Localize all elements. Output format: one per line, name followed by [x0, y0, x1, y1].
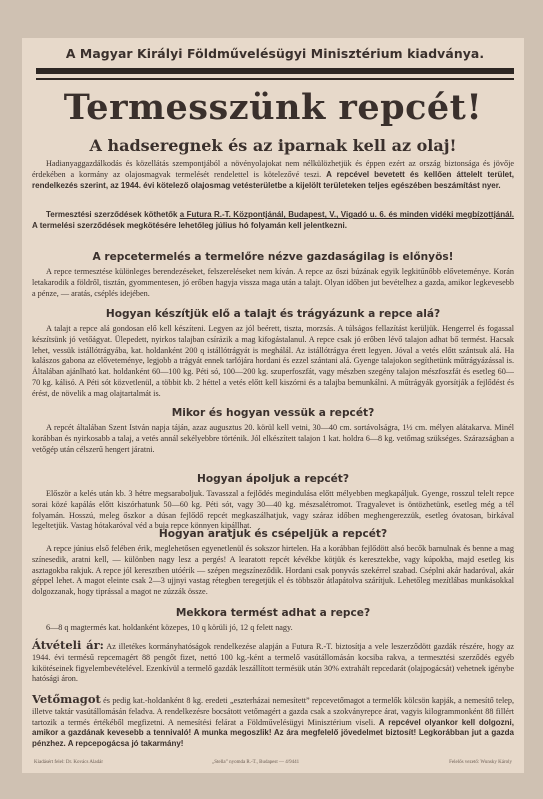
section-heading-advantage: A repcetermelés a termelőre nézve gazdaságilag is előnyös!	[92, 251, 454, 263]
poster	[22, 38, 524, 773]
section-text-care: Először a kelés után kb. 3 hétre megsaraboljuk. Tavasszal a fejlődés megindulása előtt mélyebben megkapáljuk. Gyenge, rosszul telelt repce sorai közé kapálás előtt kiszórhatunk 50—60 kg. Péti sót, vagy 30—40 kg. mészsalétromot. Tragyalevet is öntözhetünk, esetleg még a tél folyamán. Hosszú, meleg őszkor a dúsan fejlődő repcét megkaszálhatjuk, vagy száraz időben meghengerezzük, esetleg óvatosan, birkával legeltetjük. Vastag hótakaróval véd a buja repce könnyen kipállhat.	[32, 489, 514, 531]
intro-bold-text: A repcével bevetett és kellően áttelelt terület, rendelkezés szerint, az 1944. évi kötelező olajosmag vetésterületbe a kijelölt területeken teljes egészében beszámítást nyer.	[32, 169, 515, 190]
section-heading-harvest: Hogyan aratjuk és csépeljük a repcét?	[158, 528, 388, 540]
intro-text: Hadianyaggazdálkodás és közellátás szempontjából a növényolajokat nem nélkülözhetjük és éppen ezért az ország biztonsága és jövője érdekében a kormány az olajosmagvak termelését rendelettel is kötelezővé teszi.	[32, 159, 514, 179]
poster-title: Termesszünk repcét!	[63, 87, 483, 128]
footer-manager: Felelős vezető: Wunsky Károly	[449, 760, 512, 765]
section-text-harvest: A repce június első felében érik, meglehetősen egyenetlenül és sokszor hirtelen. Ha a korábban fejlődött alsó becők barnulnak és benne a mag színesedik, aratni kell, — különben nagy lesz a pergés! A learatott repcét kévékbe kötjük és keresztekbe, vagy kúpokba, majd esetleg kis asztagokba rakjuk. A repce jól keresztben utóérik — szépen megszíneződik. Hordani csak ponyvás szekérrel szabad. Cséplni akár hadaróval, akár géppel lehet. A magot eleinte csak 2—3 ujjnyi vastag rétegben teregetjük el és többször átlapátolva szárítjuk. Lehetőleg mezítlábas munkásokkal dolgozzanak, hogy tiprással a magot ne zúzzák össze.	[32, 544, 514, 597]
section-heading-soil: Hogyan készítjük elő a talajt és trágyázunk a repce alá?	[105, 308, 441, 320]
footer-printer: „Stella” nyomda R.-T., Budapest — 4/9441	[212, 760, 300, 765]
section-text-soil: A talajt a repce alá gondosan elő kell készíteni. Legyen az jól beérett, tiszta, morzsás. A túlságos fellazítást kerüljük. Hengerrel és fogassal készítsünk jó vetőágyat. Ülepedett, nyirkos talajban csírázik a mag kifogástalanul. A repce csak jó erőben lévő talajon adhat bő termést. Hacsak lehet, vessük istállótrágyába, kat. holdanként 200 q istállótrágyát is meghálál. Az istállótrágya érett legyen. Jóval a vetés előtt szántsuk alá. Ha kalászos gabona az előveteménye, legjobb a trágyát ennek tarlójára hordani és ezzel szántani alá. Gyenge talajokon segíthetünk műtrágyázással is. Általában ajánlható kat. holdanként 60—100 kg. Péti só, 100—200 kg. szuperfoszfát, vagy mészben szegény talajon mészfoszfát és esetleg 60—70 kg. kálisó. A Péti sót közvetlenül, a többit kb. 2 héttel a vetés előtt kell kiszórni és a talajba bemunkálni. A műtrágyák gyorsítják a fejlődést és érést, de növelik a mag olajtartalmát is.	[32, 324, 514, 398]
header-rule-thick	[36, 68, 514, 74]
seed-label: Vetőmagot	[32, 692, 101, 706]
section-heading-sowing: Mikor és hogyan vessük a repcét?	[171, 407, 375, 419]
seed-paragraph	[32, 694, 514, 750]
header-rule-thin	[36, 78, 514, 80]
price-label: Átvételi ár:	[32, 638, 104, 652]
section-text-yield: 6—8 q magtermés kat. holdanként közepes, 10 q körüli jó, 12 q felett nagy.	[46, 623, 293, 632]
publisher-header: A Magyar Királyi Földművelésügyi Minisztérium kiadványa.	[65, 46, 485, 61]
contract-paragraph	[32, 210, 514, 232]
intro-paragraph	[32, 159, 514, 191]
footer-publisher: Kiadásért felel: Dr. Kovács Aladár	[34, 760, 104, 765]
contract-deadline: A termelési szerződések megkötésére lehetőleg július hó folyamán kell jelentkezni.	[32, 220, 347, 230]
price-text: Az illetékes kormányhatóságok rendelkezése alapján a Futura R.-T. biztosítja a vele leszerződött gazdák részére, hogy az 1944. évi termésű repcemagért 88 pengőt fizet, nettó 100 kg.-ként a termelő vasútállomásán kocsiba rakva, a termesztési szerződés egyéb kikötéseinek figyelembevételével. Ezenkívül a termelő gazdák leszállított termésük után 30% extrahált repcedarát (olajpogácsát) vehetnek igénybe hatósági áron.	[32, 642, 514, 684]
closing-text: A repcével olyankor kell dolgozni, amikor a gazdának kevesebb a tennivaló! A munka megoszlik! Az ára megfelelő jövedelmet biztosít! Legkorábban jut a gazda pénzhez. A repcepogácsa jó takarmány!	[32, 717, 514, 749]
seed-text: és pedig kat.-holdanként 8 kg. eredeti „eszterházai nemesített” repcevetőmagot a termelők kölcsön kapják, a nemesítő telep, illetve taktár vasútállomásán feladva. A rendelkezésre bocsátott vetőmagért a gazda csak a szokványrepce árat, vagyis kilogrammonként 88 fillért tartozik a termés értékéből megfizetni. A nemesítési felárat a Földművelésügyi Minisztérium viseli.	[32, 696, 514, 727]
contract-intro: Termesztési szerződések köthetők	[46, 210, 178, 219]
section-heading-care: Hogyan ápoljuk a repcét?	[196, 473, 350, 485]
contract-address: a Futura R.-T. Központjánál, Budapest, V., Vigadó u. 6. és minden vidéki megbízottjánál.	[179, 210, 515, 219]
section-text-advantage: A repce termesztése különleges berendezéseket, felszereléseket nem kíván. A repce az őszi búzának egyik legkitűnőbb előveteménye. Korán letakarodik a földről, tisztán, gyommentesen, jó erőben hagyja vissza maga után a talajt. Olyan időben jut bevételhez a gazda, amikor legkevesebb a pénze, — aratás, cséplés idejében.	[32, 267, 514, 298]
section-text-sowing: A repcét általában Szent István napja táján, azaz augusztus 20. körül kell vetni, 30—40 cm. sortávolságra, 1½ cm. mélyen alátakarva. Minél korábban és nyirkosabb a talaj, a vetés annál sekélyebbre történik. Jól elkészített talajon 1 kat. holdra 6—8 kg. vetőmag szükséges. Szárazságban a vetőgép után célszerű hengert járatni.	[32, 423, 514, 454]
section-heading-yield: Mekkora termést adhat a repce?	[175, 607, 371, 619]
poster-subtitle: A hadseregnek és az iparnak kell az olaj!	[89, 136, 457, 155]
price-paragraph	[32, 640, 514, 685]
